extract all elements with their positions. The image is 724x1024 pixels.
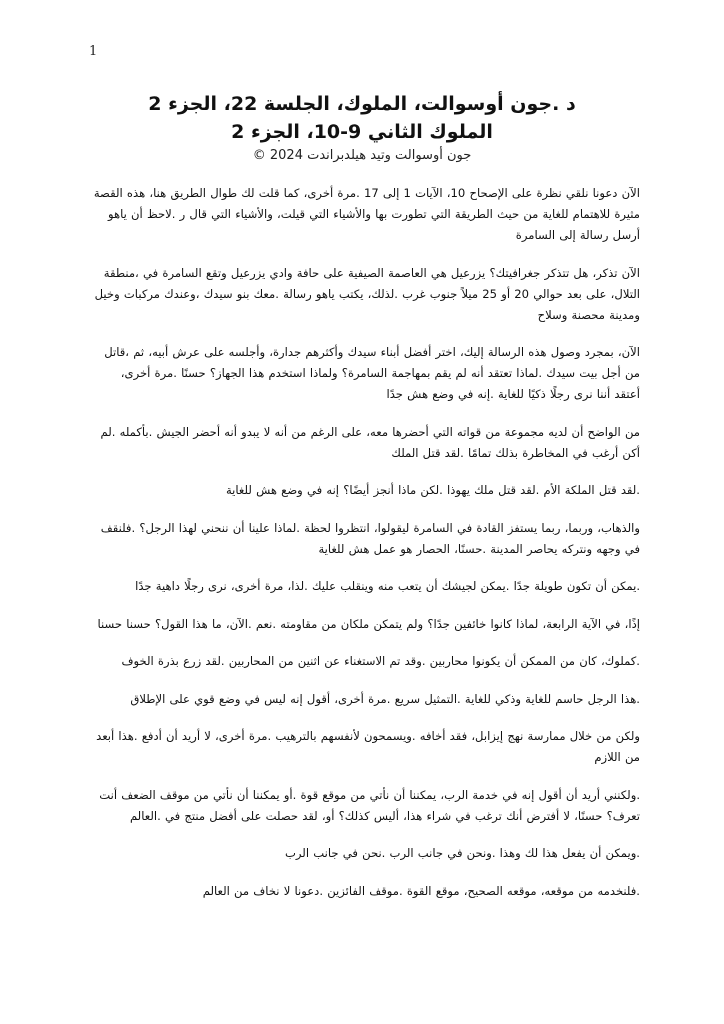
- paragraph: ولكن من خلال ممارسة نهج إيزابل، فقد أخافه .ويسمحون لأنفسهم بالترهيب .مرة أخرى، لا أريد أن أدفع .هذا أبعد من اللازم: [96, 729, 640, 764]
- paragraph: الآن دعونا نلقي نظرة على الإصحاح 10، الآيات 1 إلى 17 .مرة أخرى، كما قلت لك طوال الطريق هنا، هذه القصة مثيرة للاهتمام للغاية من حيث الطريقة التي تطورت بها والأشياء التي قيلت، والأشياء التي قال ر .لاحظ أن ياهو أرسل رسالة إلى السامرة: [93, 186, 640, 242]
- document-header: [0, 90, 724, 166]
- paragraph: .كملوك، كان من الممكن أن يكونوا محاربين .وقد تم الاستغناء عن اثنين من المحاربين .لقد زرع بذرة الخوف: [121, 654, 640, 668]
- paragraph: الآن، بمجرد وصول هذه الرسالة إليك، اختر أفضل أبناء سيدك وأكثرهم جدارة، وأجلسه على عرش أبيه، ثم ،قاتل من أجل بيت سيدك .لماذا تعتقد أنه لم يقم بمهاجمة السامرة؟ ولماذا استخدم هذا الجهاز؟ حسنًا .مرة أخرى، أعتقد أننا نرى رجلًا ذكيًا للغاية .إنه في وضع هش جدًا: [104, 345, 640, 401]
- paragraph: .يمكن أن تكون طويلة جدًا .يمكن لجيشك أن يتعب منه وينقلب عليك .لذا، مرة أخرى، نرى رجلًا داهية جدًا: [135, 579, 640, 593]
- paragraph: من الواضح أن لديه مجموعة من قواته التي أحضرها معه، على الرغم من أنه لا يبدو أنه أحضر الجيش .بأكمله .لم أكن أرغب في المخاطرة بذلك تمامًا .لقد قتل الملك: [100, 424, 640, 460]
- paragraph: .هذا الرجل حاسم للغاية وذكي للغاية .التمثيل سريع .مرة أخرى، أقول إنه ليس في وضع قوي على الإطلاق: [130, 691, 640, 706]
- paragraph: .فلنخدمه من موقعه، موقعه الصحيح، موقع القوة .موقف الفائزين .دعونا لا نخاف من العالم: [202, 883, 640, 898]
- document-title: د .جون أوسوالت، الملوك، الجلسة 22، الجزء 2: [148, 93, 576, 115]
- paragraph: الآن تذكر، هل تتذكر جغرافيتك؟ يزرعيل هي العاصمة الصيفية على حافة وادي يزرعيل وتقع السامرة في ،منطقة التلال، على بعد حوالي 20 أو 25 ميلاً جنوب غرب .لذلك، يكتب ياهو رسالة .معك بنو سيدك ،وعندك مركبات وخيل ومدينة محصنة وسلاح: [94, 265, 640, 322]
- paragraph: إذًا، في الآية الرابعة، لماذا كانوا خائفين جدًا؟ ولم يتمكن ملكان من مقاومته .نعم .الآن، ما هذا القول؟ حسنا حسنا: [97, 616, 640, 631]
- paragraph: .لقد قتل الملكة الأم .لقد قتل ملك يهوذا .لكن ماذا أنجز أيضًا؟ إنه في وضع هش للغاية: [225, 483, 640, 497]
- copyright-line: جون أوسوالت وتيد هيلدبراندت 2024 ©: [252, 148, 472, 163]
- paragraph: .ولكنني أريد أن أقول إنه في خدمة الرب، يمكننا أن نأتي من موقع قوة .أو يمكننا أن نأتي من موقف الضعف أنت تعرف؟ حسنًا، لا أفترض أنك ترغب في شراء هذا، أليس كذلك؟ أو، لقد حصلت على أفضل منتج في .العالم: [99, 787, 640, 823]
- transcript-body: [92, 183, 640, 918]
- paragraph: والذهاب، وربما، ربما يستفز القادة في السامرة ليقولوا، انتظروا لحظة .لماذا علينا أن ننحني لهذا الرجل؟ .فلنقف في وجهه ونتركه يحاصر المدينة .حسنًا، الحصار هو عمل هش للغاية: [100, 520, 640, 556]
- page-number: 1: [89, 44, 98, 59]
- document-subtitle: الملوك الثاني 9-10، الجزء 2: [231, 121, 493, 143]
- paragraph: .ويمكن أن يفعل هذا لك وهذا .ونحن في جانب الرب .نحن في جانب الرب: [285, 846, 640, 860]
